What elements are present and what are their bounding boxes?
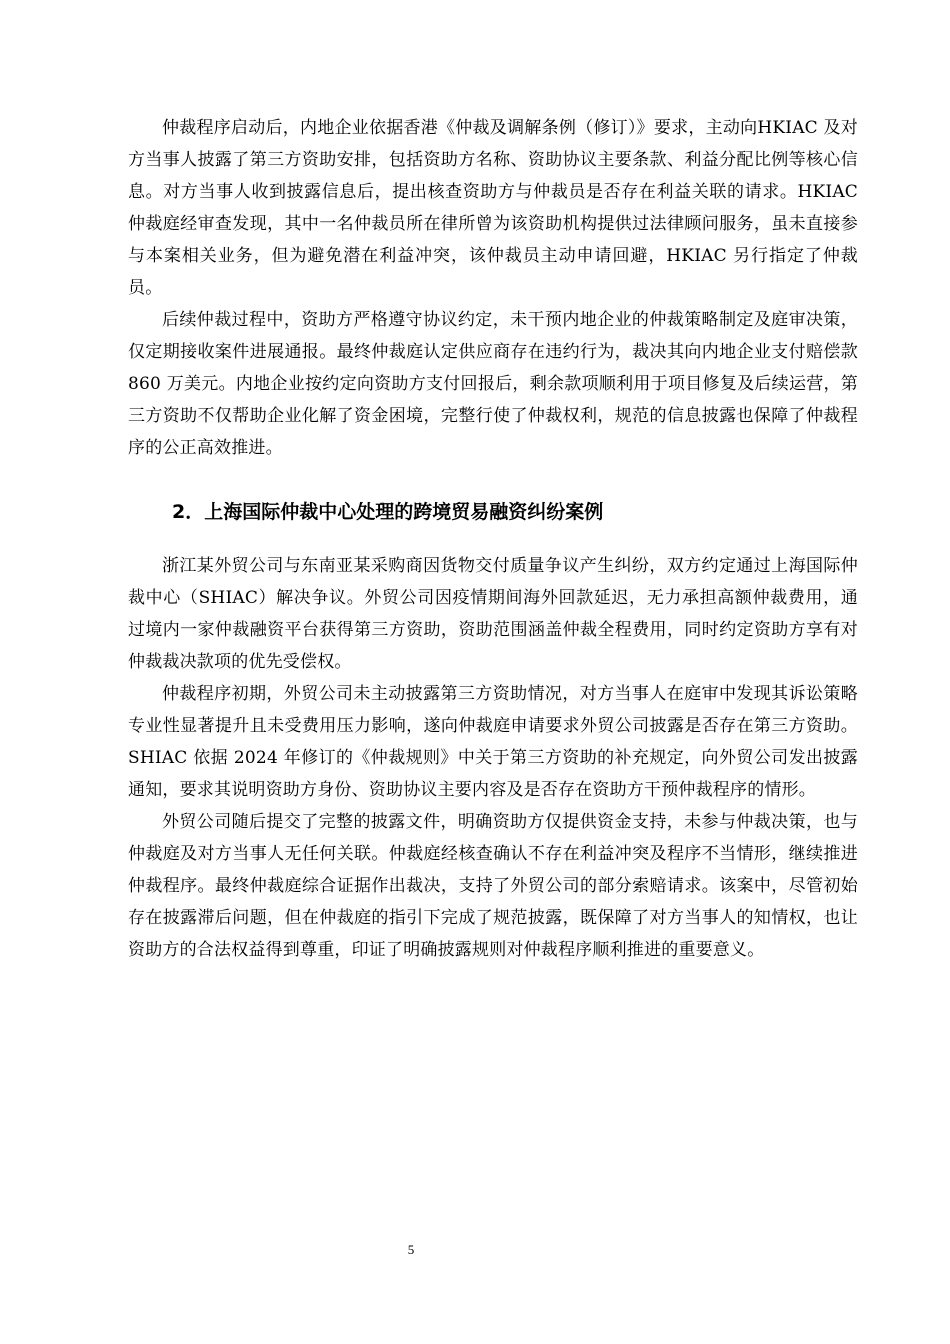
paragraph-hkiac-disclosure: 仲裁程序启动后，内地企业依据香港《仲裁及调解条例（修订）》要求，主动向HKIAC 及对方当事人披露了第三方资助安排，包括资助方名称、资助协议主要条款、利益分配比例等核心信息。对方当事人收到披露信息后，提出核查资助方与仲裁员是否存在利益关联的请求。HKIAC 仲裁庭经审查发现，其中一名仲裁员所在律所曾为该资助机构提供过法律顾问服务，虽未直接参与本案相关业务，但为避免潜在利益冲突，该仲裁员主动申请回避，HKIAC 另行指定了仲裁员。 xyxy=(128,118,858,298)
paragraph-shiac-outcome: 外贸公司随后提交了完整的披露文件，明确资助方仅提供资金支持，未参与仲裁决策，也与仲裁庭及对方当事人无任何关联。仲裁庭经核查确认不存在利益冲突及程序不当情形，继续推进仲裁程序。最终仲裁庭综合证据作出裁决，支持了外贸公司的部分索赔请求。该案中，尽管初始存在披露滞后问题，但在仲裁庭的指引下完成了规范披露，既保障了对方当事人的知情权，也让资助方的合法权益得到尊重，印证了明确披露规则对仲裁程序顺利推进的重要意义。 xyxy=(128,812,858,960)
page-content xyxy=(128,112,858,966)
paragraph-hkiac-outcome: 后续仲裁过程中，资助方严格遵守协议约定，未干预内地企业的仲裁策略制定及庭审决策，仅定期接收案件进展通报。最终仲裁庭认定供应商存在违约行为，裁决其向内地企业支付赔偿款 860 万美元。内地企业按约定向资助方支付回报后，剩余款项顺利用于项目修复及后续运营，第三方资助不仅帮助企业化解了资金困境，完整行使了仲裁权利，规范的信息披露也保障了仲裁程序的公正高效推进。 xyxy=(128,310,858,458)
paragraph-shiac-background: 浙江某外贸公司与东南亚某采购商因货物交付质量争议产生纠纷，双方约定通过上海国际仲裁中心（SHIAC）解决争议。外贸公司因疫情期间海外回款延迟，无力承担高额仲裁费用，通过境内一家仲裁融资平台获得第三方资助，资助范围涵盖仲裁全程费用，同时约定资助方享有对仲裁裁决款项的优先受偿权。 xyxy=(128,556,858,672)
section-heading-shiac-case: 2．上海国际仲裁中心处理的跨境贸易融资纠纷案例 xyxy=(172,501,604,523)
paragraph-shiac-disclosure-request: 仲裁程序初期，外贸公司未主动披露第三方资助情况，对方当事人在庭审中发现其诉讼策略专业性显著提升且未受费用压力影响，遂向仲裁庭申请要求外贸公司披露是否存在第三方资助。SHIAC 依据 2024 年修订的《仲裁规则》中关于第三方资助的补充规定，向外贸公司发出披露通知，要求其说明资助方身份、资助协议主要内容及是否存在资助方干预仲裁程序的情形。 xyxy=(128,684,858,800)
page-number: 5 xyxy=(407,1242,415,1257)
